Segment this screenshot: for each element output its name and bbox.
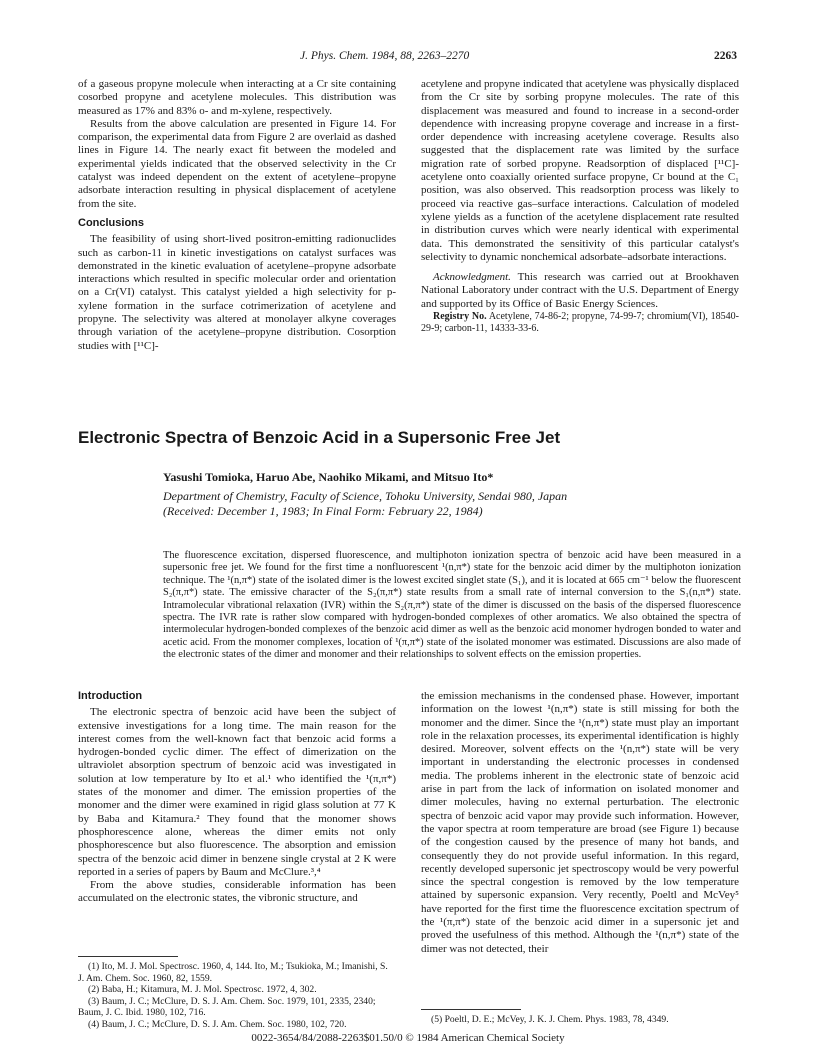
footnote: (3) Baum, J. C.; McClure, D. S. J. Am. Chem. Soc. 1979, 101, 2335, 2340; Baum, J. C. Ibid. 1980, 102, 716. (78, 995, 376, 1018)
paragraph: Results from the above calculation are presented in Figure 14. For comparison, the experimental data from Figure 2 are overlaid as dashed lines in Figure 14. The nearly exact fit between the modeled and experimental yields indicated that the observed selectivity in the Cr catalyst was indeed dependent on the extent of acetylene–propyne adsorbate interaction resulting in physical displacement of acetylene from the site. (78, 117, 396, 210)
conclusions-heading: Conclusions (78, 216, 145, 229)
affiliation-block (163, 489, 567, 519)
footnote-rule (78, 956, 178, 957)
registry-text: Acetylene, 74-86-2; propyne, 74-99-7; chromium(VI), 18540-29-9; carbon-11, 14333-33-6. (421, 311, 739, 335)
top-left-column (78, 78, 396, 353)
paragraph: The electronic spectra of benzoic acid have been the subject of extensive investigations for a long time. The main reason for the interest comes from the well-known fact that benzoic acid forms a hydrogen-bonded cyclic dimer. The effect of dimerization on the ultraviolet absorption spectrum of benzoic acid was investigated in solution at low temperature by Ito et al.¹ who identified the ¹(π,π*) states of the monomer and dimer. The emission properties of the monomer and the dimer were examined in rigid glass solution at 77 K by Baba and Kitamura.² They found that the monomer shows phosphorescence alone, whereas the dimer emits not only phosphorescence but also fluorescence. The absorption and emission spectra of the benzoic acid dimer in benzene single crystal at 2 K were reported in a series of papers by Baum and McClure.³,⁴ (78, 706, 396, 878)
page-footer: 0022-3654/84/2088-2263$01.50/0 © 1984 American Chemical Society (251, 1032, 565, 1044)
acknowledgment (421, 271, 739, 311)
abstract: The fluorescence excitation, dispersed fluorescence, and multiphoton ionization spectra of benzoic acid have been measured in a supersonic free jet. We found for the first time a nonfluorescent ¹(n,π*) state for the benzoic acid dimer by the multiphoton ionization technique. The ¹(n,π*) state of the isolated dimer is the lowest excited singlet state (S₁), and it is located at 665 cm⁻¹ below the fluorescent S₂(π,π*) state. The emissive character of the S₂(π,π*) state results from a small rate of internal conversion to the S₁(n,π*) state. Intramolecular vibrational relaxation (IVR) within the S₂(π,π*) state of the dimer is discussed on the basis of the dispersed fluorescence spectra. The IVR rate is rather slow compared with hydrogen-bonded complexes of other aromatics. We also obtained the spectra of intermolecular hydrogen-bonded complexes of the benzoic acid dimer as well as the benzoic acid monomer hydrogen bonded to water and acetic acid. From the monomer complexes, location of ¹(π,π*) state of the isolated monomer was estimated. Discussions are also made of the electronic states of the dimer and monomer and their relationships to solvent effects on the emission properties. (163, 550, 741, 661)
registry-numbers (421, 311, 739, 335)
intro-left-column (78, 690, 396, 906)
footnote: (1) Ito, M. J. Mol. Spectrosc. 1960, 4, 144. Ito, M.; Tsukioka, M.; Imanishi, S. J. Am. Chem. Soc. 1960, 82, 1559. (78, 961, 388, 984)
footnote-rule (421, 1009, 521, 1010)
registry-label: Registry No. (433, 311, 487, 323)
footnotes-right (421, 1014, 739, 1026)
article-title: Electronic Spectra of Benzoic Acid in a Supersonic Free Jet (78, 428, 561, 447)
page-number: 2263 (714, 50, 737, 62)
paragraph: acetylene and propyne indicated that acetylene was physically displaced from the Cr site by sorbing propyne molecules. The rate of this displacement was measured and found to increase in a second-order dependence with increasing propyne coverage and increase in a first-order dependence with increasing acetylene coverage. Results also suggested that the displacement rate was limited by the surface migration rate of sorbed propyne. Readsorption of displaced [¹¹C]-acetylene onto coaxially oriented surface propyne, Cr bound at the C₁ position, was also observed. This readsorption process was likely to proceed via reactive gas–surface interactions. Calculation of modeled xylene yields as a function of the acetylene displacement rate resulted in distribution curves which were nearly identical with experimental data. This demonstrated the sensitivity of this particular catalyst's selectivity to dynamic nonchemical adsorbate–adsorbate interactions. (421, 78, 739, 263)
affiliation: Department of Chemistry, Faculty of Science, Tohoku University, Sendai 980, Japan (163, 489, 568, 503)
top-right-column (421, 78, 739, 335)
acknowledgment-label: Acknowledgment. (433, 271, 511, 284)
paragraph: the emission mechanisms in the condensed phase. However, important information on the lowest ¹(n,π*) state is still missing for both the monomer and the dimer. Since the ¹(n,π*) state must play an important role in the relaxation processes, its experimental identification is highly desired. Moreover, solvent effects on the ¹(n,π*) state will be very important in understanding the electronic processes in condensed media. The problems inherent in the electronic state of benzoic acid arise in part from the lack of information on isolated monomer and dimer molecules, having no external perturbation. The electronic spectra of benzoic acid vapor may provide such information. However, the vapor spectra at room temperature are broad (see Figure 1) because of the congestion caused by the presence of many hot bands, and consequently they do not provide useful information. In this regard, recently developed supersonic jet spectroscopy would be very powerful since the spectral congestion is removed by the low temperature attained by supersonic expansion. Very recently, Poeltl and McVey⁵ have reported for the first time the fluorescence excitation spectrum of the ¹(π,π*) state of the benzoic acid dimer in a supersonic jet and proved the usefulness of this method. Although the ¹(n,π*) state of the dimer was not detected, their (421, 690, 739, 955)
footnote: (2) Baba, H.; Kitamura, M. J. Mol. Spectrosc. 1972, 4, 302. (88, 984, 317, 995)
intro-right-column (421, 690, 739, 956)
footnote: (5) Poeltl, D. E.; McVey, J. K. J. Chem. Phys. 1983, 78, 4349. (431, 1014, 669, 1025)
article-authors: Yasushi Tomioka, Haruo Abe, Naohiko Mikami, and Mitsuo Ito* (163, 470, 494, 484)
introduction-heading: Introduction (78, 690, 143, 702)
page-header (0, 50, 816, 70)
received-dates: (Received: December 1, 1983; In Final Form: February 22, 1984) (163, 504, 483, 518)
conclusions-text: The feasibility of using short-lived positron-emitting radionuclides such as carbon-11 in kinetic investigations on catalyst surfaces was demonstrated in the kinetic evaluation of acetylene–propyne adsorbate interactions which resulted in specific molecular order and orientation on a Cr(VI) catalyst. This catalyst yielded a high selectivity for p-xylene formation in the surface cotrimerization of acetylene and propyne. The selectivity was altered at monolayer alkyne coverages through variation of the acetylene–propyne distribution. Cosorption studies with [¹¹C]- (78, 233, 396, 352)
journal-citation: J. Phys. Chem. 1984, 88, 2263–2270 (300, 50, 470, 62)
paragraph: of a gaseous propyne molecule when interacting at a Cr site containing cosorbed propyne and acetylene molecules. This distribution was measured as 17% and 83% o- and m-xylene, respectively. (78, 78, 396, 117)
paragraph: From the above studies, considerable information has been accumulated on the electronic states, the vibronic structure, and (78, 879, 396, 905)
acknowledgment-text: This research was carried out at Brookhaven National Laboratory under contract with the U.S. Department of Energy and supported by its Office of Basic Energy Sciences. (421, 271, 739, 310)
footnote: (4) Baum, J. C.; McClure, D. S. J. Am. Chem. Soc. 1980, 102, 720. (88, 1018, 347, 1030)
footnotes-left (78, 961, 396, 1030)
